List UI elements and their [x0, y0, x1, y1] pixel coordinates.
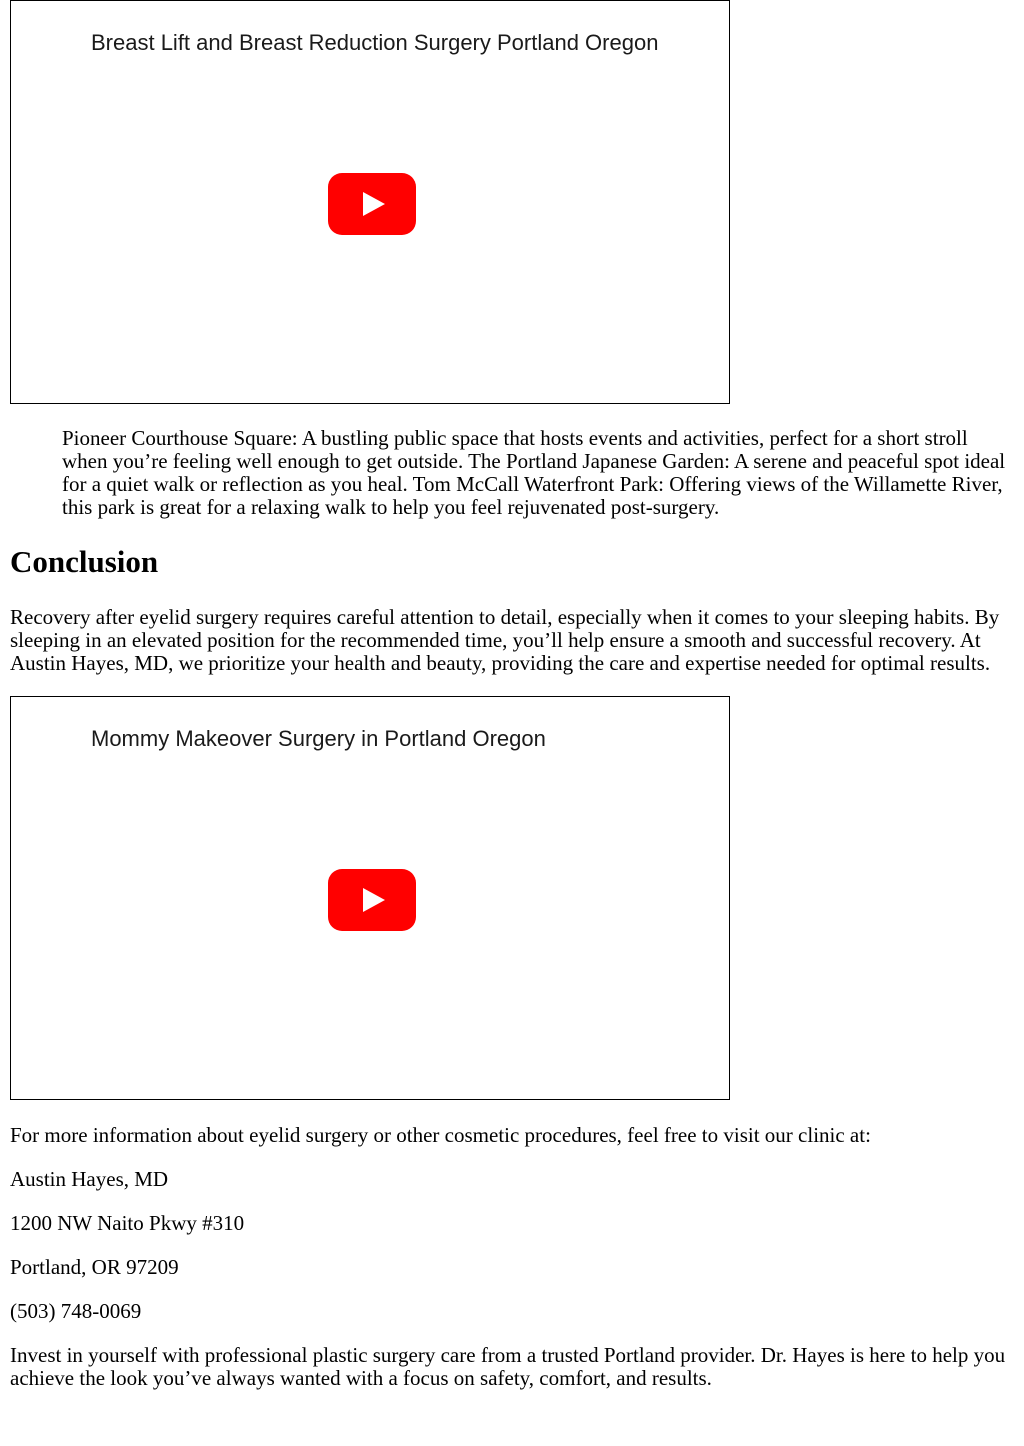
clinic-name: Austin Hayes, MD	[10, 1167, 169, 1191]
clinic-city-state: Portland, OR 97209	[10, 1255, 179, 1279]
clinic-phone: (503) 748-0069	[10, 1299, 142, 1323]
youtube-play-icon[interactable]	[328, 869, 416, 931]
clinic-street-address: 1200 NW Naito Pkwy #310	[10, 1211, 245, 1235]
closing-paragraph: Invest in yourself with professional plastic surgery care from a trusted Portland provider. Dr. Hayes is here to help you achieve the look you’ve always wanted with a focus on safety, comfort, and results.	[10, 1343, 1006, 1390]
conclusion-heading: Conclusion	[10, 544, 159, 579]
video-embed-mommy-makeover[interactable]	[10, 696, 730, 1100]
video-embed-breast-lift[interactable]	[10, 0, 730, 404]
attractions-paragraph: Pioneer Courthouse Square: A bustling public space that hosts events and activities, perfect for a short stroll when you’re feeling well enough to get outside. The Portland Japanese Garden: A serene and peaceful spot ideal for a quiet walk or reflection as you heal. Tom McCall Waterfront Park: Offering views of the Willamette River, this park is great for a relaxing walk to help you feel rejuvenated post-surgery.	[62, 426, 1006, 519]
video-title[interactable]: Mommy Makeover Surgery in Portland Oregon	[91, 726, 546, 751]
youtube-play-icon[interactable]	[328, 173, 416, 235]
conclusion-paragraph: Recovery after eyelid surgery requires careful attention to detail, especially when it comes to your sleeping habits. By sleeping in an elevated position for the recommended time, you’ll help ensure a smooth and successful recovery. At Austin Hayes, MD, we prioritize your health and beauty, providing the care and expertise needed for optimal results.	[10, 605, 1000, 675]
video-title[interactable]: Breast Lift and Breast Reduction Surgery Portland Oregon	[91, 30, 659, 55]
contact-intro: For more information about eyelid surgery or other cosmetic procedures, feel free to visit our clinic at:	[10, 1123, 871, 1147]
